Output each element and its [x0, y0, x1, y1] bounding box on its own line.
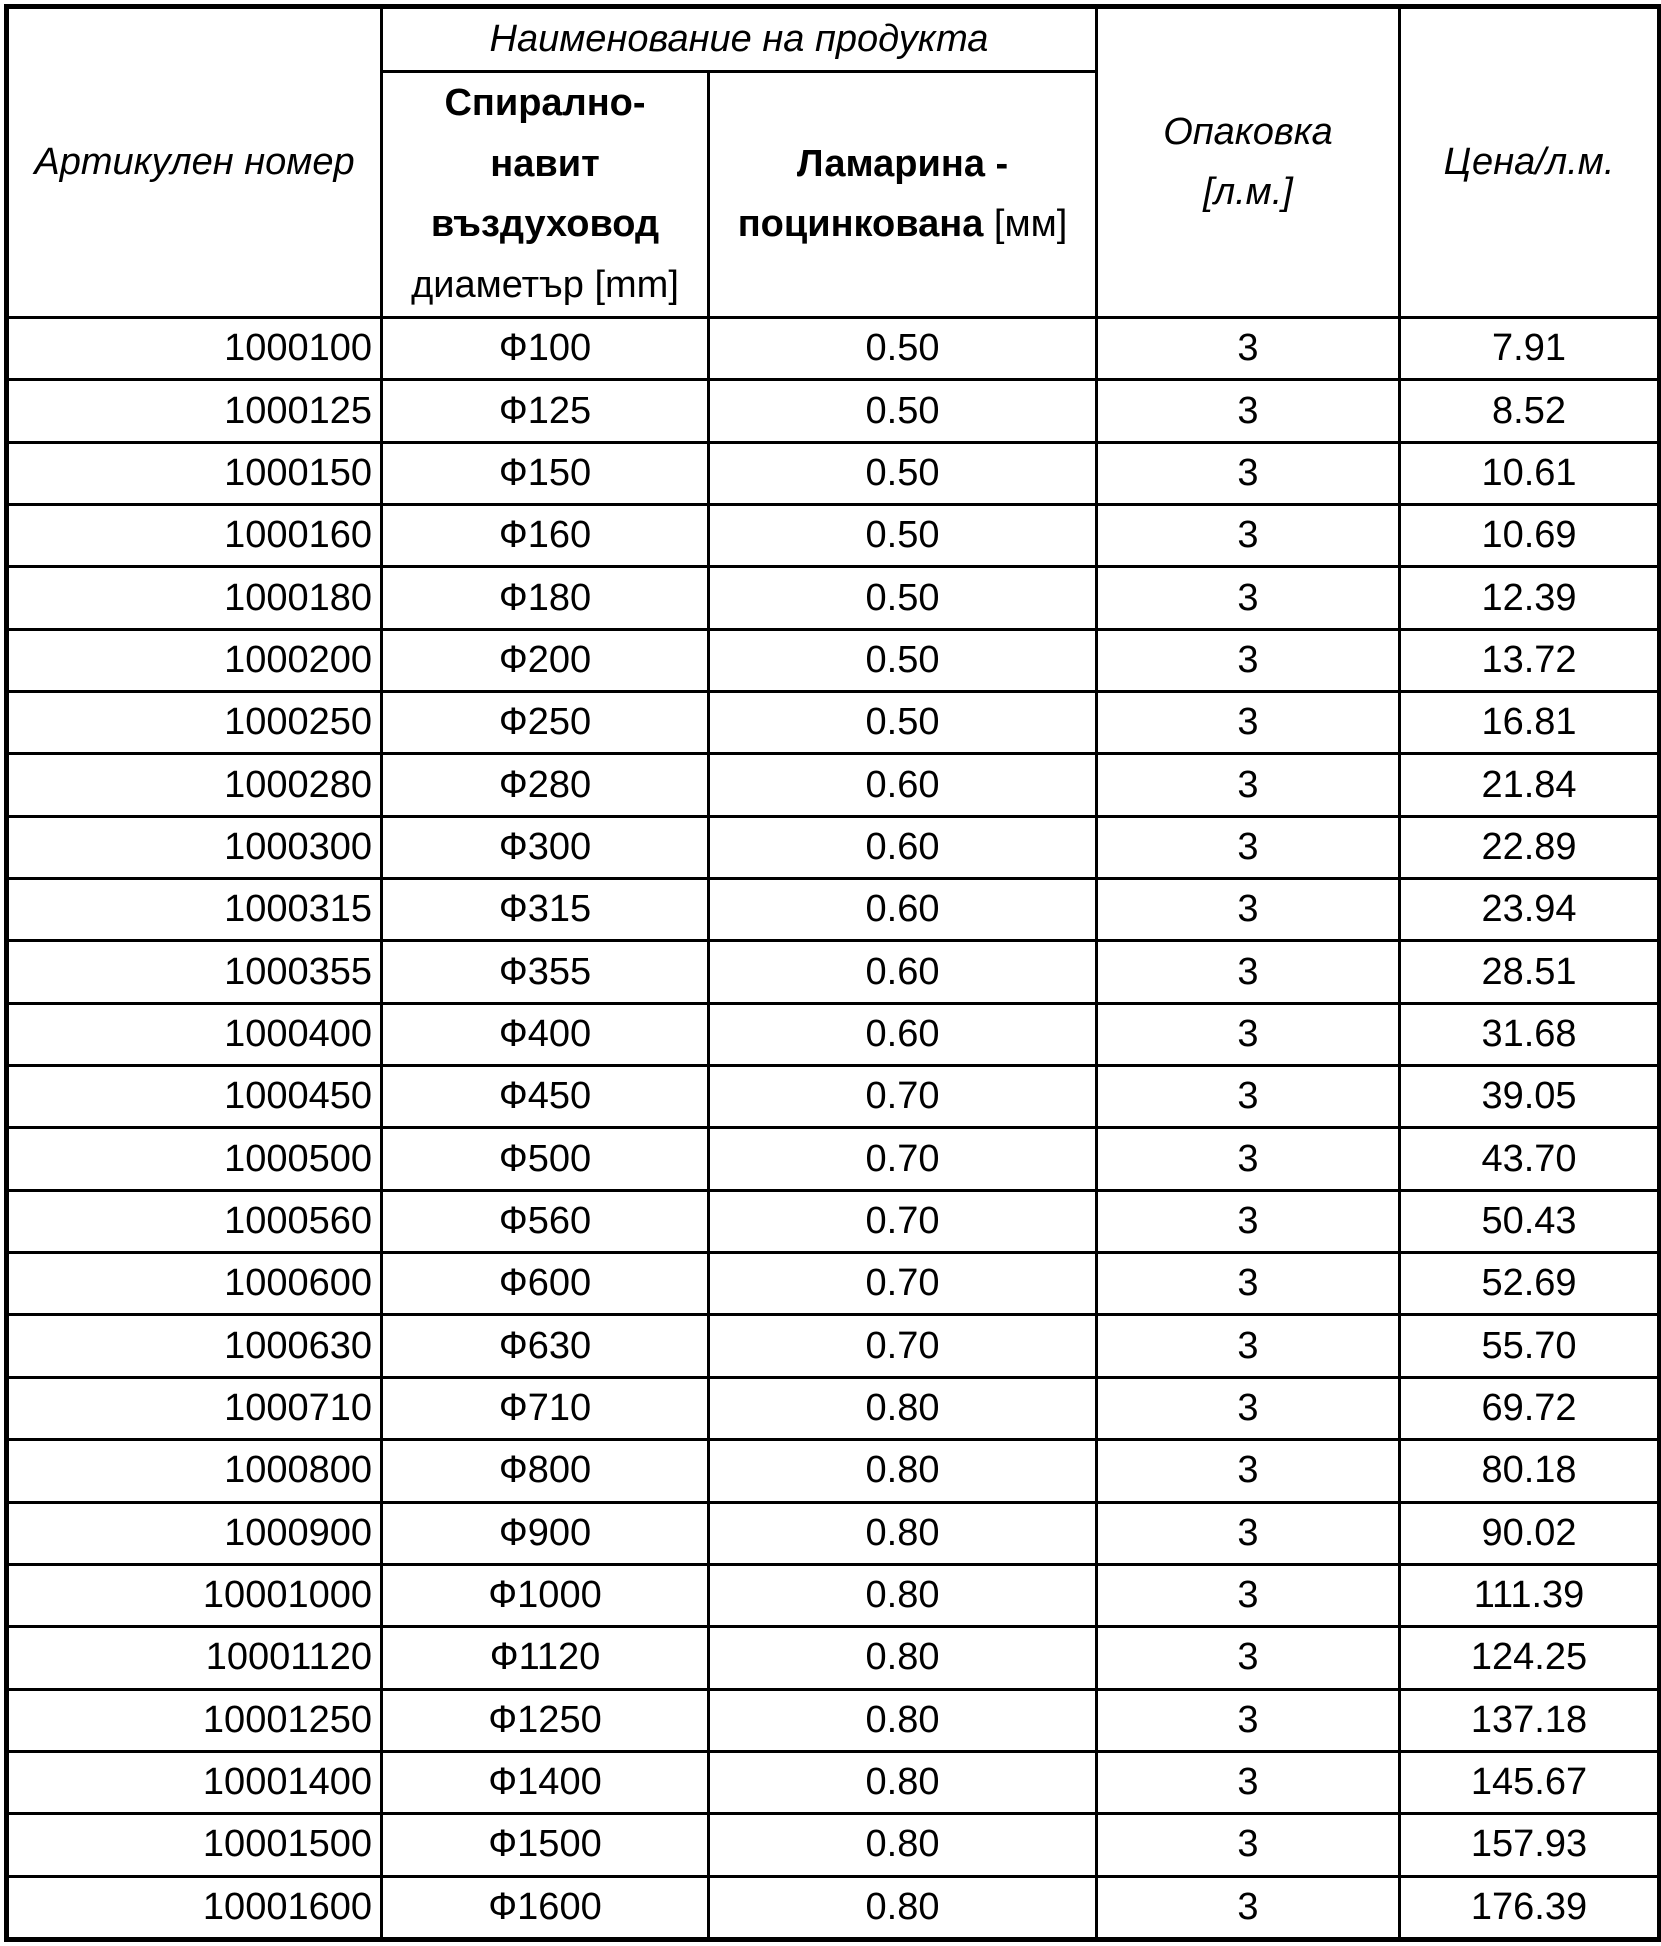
- cell-sheet-thickness: 0.60: [709, 754, 1097, 816]
- header-duct-line2: навит: [490, 142, 600, 185]
- table-row: [7, 754, 1660, 816]
- cell-diameter: Ф280: [382, 754, 709, 816]
- cell-price: 10.69: [1400, 505, 1660, 567]
- cell-article: 1000800: [7, 1440, 382, 1502]
- cell-diameter: Ф450: [382, 1066, 709, 1128]
- cell-sheet-thickness: 0.50: [709, 567, 1097, 629]
- cell-package: 3: [1097, 1502, 1400, 1564]
- cell-package: 3: [1097, 567, 1400, 629]
- table-row: [7, 1689, 1660, 1751]
- cell-article: 1000630: [7, 1315, 382, 1377]
- cell-diameter: Ф1400: [382, 1751, 709, 1813]
- cell-diameter: Ф180: [382, 567, 709, 629]
- table-row: [7, 505, 1660, 567]
- cell-package: 3: [1097, 1751, 1400, 1813]
- cell-article: 1000450: [7, 1066, 382, 1128]
- header-duct-line4: диаметър [mm]: [411, 264, 679, 307]
- header-price: [1400, 7, 1660, 318]
- cell-sheet-thickness: 0.70: [709, 1190, 1097, 1252]
- cell-article: 1000280: [7, 754, 382, 816]
- cell-sheet-thickness: 0.60: [709, 879, 1097, 941]
- cell-package: 3: [1097, 1627, 1400, 1689]
- table-row: [7, 1377, 1660, 1439]
- table-row: [7, 1502, 1660, 1564]
- table-row: [7, 1564, 1660, 1626]
- table-row: [7, 879, 1660, 941]
- cell-diameter: Ф315: [382, 879, 709, 941]
- cell-package: 3: [1097, 1689, 1400, 1751]
- cell-diameter: Ф250: [382, 692, 709, 754]
- cell-price: 23.94: [1400, 879, 1660, 941]
- cell-article: 1000100: [7, 317, 382, 379]
- cell-article: 10001250: [7, 1689, 382, 1751]
- cell-sheet-thickness: 0.50: [709, 317, 1097, 379]
- table-row: [7, 629, 1660, 691]
- cell-diameter: Ф600: [382, 1253, 709, 1315]
- cell-price: 31.68: [1400, 1003, 1660, 1065]
- cell-price: 50.43: [1400, 1190, 1660, 1252]
- header-package: [1097, 7, 1400, 318]
- cell-diameter: Ф560: [382, 1190, 709, 1252]
- cell-package: 3: [1097, 442, 1400, 504]
- header-price-label: Цена/л.м.: [1443, 141, 1615, 184]
- cell-diameter: Ф150: [382, 442, 709, 504]
- cell-price: 69.72: [1400, 1377, 1660, 1439]
- cell-diameter: Ф125: [382, 380, 709, 442]
- cell-package: 3: [1097, 941, 1400, 1003]
- cell-price: 111.39: [1400, 1564, 1660, 1626]
- cell-package: 3: [1097, 1876, 1400, 1939]
- table-row: [7, 380, 1660, 442]
- table-row: [7, 941, 1660, 1003]
- cell-price: 137.18: [1400, 1689, 1660, 1751]
- table-row: [7, 692, 1660, 754]
- cell-sheet-thickness: 0.80: [709, 1751, 1097, 1813]
- cell-sheet-thickness: 0.80: [709, 1814, 1097, 1876]
- table-body: [7, 317, 1660, 1939]
- cell-diameter: Ф1000: [382, 1564, 709, 1626]
- cell-sheet-thickness: 0.50: [709, 380, 1097, 442]
- header-package-line1: Опаковка: [1163, 110, 1333, 153]
- cell-article: 1000150: [7, 442, 382, 504]
- cell-article: 1000125: [7, 380, 382, 442]
- cell-article: 1000600: [7, 1253, 382, 1315]
- cell-article: 1000300: [7, 816, 382, 878]
- header-sheet-thickness: [709, 71, 1097, 317]
- table-row: [7, 1128, 1660, 1190]
- cell-article: 1000160: [7, 505, 382, 567]
- cell-package: 3: [1097, 754, 1400, 816]
- cell-price: 157.93: [1400, 1814, 1660, 1876]
- cell-article: 10001400: [7, 1751, 382, 1813]
- cell-diameter: Ф1500: [382, 1814, 709, 1876]
- cell-sheet-thickness: 0.80: [709, 1440, 1097, 1502]
- header-duct-diameter: [382, 71, 709, 317]
- cell-article: 1000710: [7, 1377, 382, 1439]
- cell-package: 3: [1097, 1128, 1400, 1190]
- table-row: [7, 1627, 1660, 1689]
- cell-diameter: Ф400: [382, 1003, 709, 1065]
- header-sheet-line1: Ламарина -: [796, 142, 1009, 185]
- cell-price: 7.91: [1400, 317, 1660, 379]
- table-row: [7, 816, 1660, 878]
- cell-article: 1000500: [7, 1128, 382, 1190]
- cell-price: 124.25: [1400, 1627, 1660, 1689]
- cell-sheet-thickness: 0.60: [709, 816, 1097, 878]
- cell-article: 1000400: [7, 1003, 382, 1065]
- table-row: [7, 1315, 1660, 1377]
- cell-diameter: Ф160: [382, 505, 709, 567]
- cell-sheet-thickness: 0.80: [709, 1876, 1097, 1939]
- cell-package: 3: [1097, 1315, 1400, 1377]
- cell-sheet-thickness: 0.60: [709, 1003, 1097, 1065]
- cell-package: 3: [1097, 879, 1400, 941]
- cell-sheet-thickness: 0.80: [709, 1564, 1097, 1626]
- cell-price: 176.39: [1400, 1876, 1660, 1939]
- header-sheet-unit: [мм]: [983, 203, 1068, 246]
- cell-package: 3: [1097, 380, 1400, 442]
- cell-package: 3: [1097, 1253, 1400, 1315]
- cell-sheet-thickness: 0.60: [709, 941, 1097, 1003]
- cell-diameter: Ф1120: [382, 1627, 709, 1689]
- cell-sheet-thickness: 0.80: [709, 1502, 1097, 1564]
- table-row: [7, 317, 1660, 379]
- cell-price: 39.05: [1400, 1066, 1660, 1128]
- cell-article: 10001600: [7, 1876, 382, 1939]
- header-product-group-label: Наименование на продукта: [489, 18, 989, 60]
- cell-article: 1000560: [7, 1190, 382, 1252]
- table-row: [7, 1003, 1660, 1065]
- cell-package: 3: [1097, 317, 1400, 379]
- cell-package: 3: [1097, 1190, 1400, 1252]
- header-duct-line1: Спирално-: [444, 81, 646, 124]
- cell-price: 21.84: [1400, 754, 1660, 816]
- cell-diameter: Ф200: [382, 629, 709, 691]
- cell-package: 3: [1097, 629, 1400, 691]
- cell-package: 3: [1097, 1814, 1400, 1876]
- cell-price: 16.81: [1400, 692, 1660, 754]
- cell-package: 3: [1097, 692, 1400, 754]
- cell-price: 80.18: [1400, 1440, 1660, 1502]
- cell-package: 3: [1097, 1564, 1400, 1626]
- cell-diameter: Ф800: [382, 1440, 709, 1502]
- table-row: [7, 1190, 1660, 1252]
- cell-price: 28.51: [1400, 941, 1660, 1003]
- cell-price: 90.02: [1400, 1502, 1660, 1564]
- table-row: [7, 1814, 1660, 1876]
- cell-article: 10001500: [7, 1814, 382, 1876]
- cell-sheet-thickness: 0.50: [709, 505, 1097, 567]
- cell-diameter: Ф710: [382, 1377, 709, 1439]
- cell-price: 52.69: [1400, 1253, 1660, 1315]
- cell-diameter: Ф355: [382, 941, 709, 1003]
- cell-price: 12.39: [1400, 567, 1660, 629]
- table-row: [7, 442, 1660, 504]
- cell-price: 145.67: [1400, 1751, 1660, 1813]
- cell-article: 1000355: [7, 941, 382, 1003]
- cell-package: 3: [1097, 1066, 1400, 1128]
- table-row: [7, 1066, 1660, 1128]
- cell-sheet-thickness: 0.70: [709, 1253, 1097, 1315]
- table-row: [7, 1440, 1660, 1502]
- header-row-group: [7, 7, 1660, 72]
- cell-package: 3: [1097, 816, 1400, 878]
- price-table: [4, 4, 1661, 1942]
- cell-sheet-thickness: 0.50: [709, 692, 1097, 754]
- header-duct-line3: въздуховод: [430, 203, 660, 246]
- table-row: [7, 567, 1660, 629]
- cell-diameter: Ф1250: [382, 1689, 709, 1751]
- cell-sheet-thickness: 0.80: [709, 1689, 1097, 1751]
- cell-package: 3: [1097, 1003, 1400, 1065]
- cell-sheet-thickness: 0.80: [709, 1627, 1097, 1689]
- cell-package: 3: [1097, 1377, 1400, 1439]
- header-sheet-line2-bold: поцинкована: [737, 203, 984, 246]
- cell-sheet-thickness: 0.50: [709, 629, 1097, 691]
- cell-diameter: Ф1600: [382, 1876, 709, 1939]
- cell-article: 1000180: [7, 567, 382, 629]
- header-package-line2: [л.м.]: [1203, 171, 1293, 214]
- table-row: [7, 1876, 1660, 1939]
- cell-sheet-thickness: 0.50: [709, 442, 1097, 504]
- cell-package: 3: [1097, 1440, 1400, 1502]
- cell-article: 10001000: [7, 1564, 382, 1626]
- cell-sheet-thickness: 0.70: [709, 1066, 1097, 1128]
- cell-diameter: Ф630: [382, 1315, 709, 1377]
- cell-price: 8.52: [1400, 380, 1660, 442]
- header-article-label: Артикулен номер: [34, 141, 355, 184]
- cell-sheet-thickness: 0.70: [709, 1128, 1097, 1190]
- cell-package: 3: [1097, 505, 1400, 567]
- cell-article: 10001120: [7, 1627, 382, 1689]
- cell-diameter: Ф300: [382, 816, 709, 878]
- cell-price: 13.72: [1400, 629, 1660, 691]
- cell-price: 43.70: [1400, 1128, 1660, 1190]
- header-product-group: [382, 7, 1097, 72]
- cell-diameter: Ф900: [382, 1502, 709, 1564]
- cell-sheet-thickness: 0.70: [709, 1315, 1097, 1377]
- cell-sheet-thickness: 0.80: [709, 1377, 1097, 1439]
- cell-price: 22.89: [1400, 816, 1660, 878]
- table-header: [7, 7, 1660, 318]
- cell-diameter: Ф100: [382, 317, 709, 379]
- cell-article: 1000200: [7, 629, 382, 691]
- cell-price: 10.61: [1400, 442, 1660, 504]
- table-row: [7, 1751, 1660, 1813]
- cell-article: 1000250: [7, 692, 382, 754]
- table-row: [7, 1253, 1660, 1315]
- header-article: [7, 7, 382, 318]
- cell-article: 1000900: [7, 1502, 382, 1564]
- cell-article: 1000315: [7, 879, 382, 941]
- cell-diameter: Ф500: [382, 1128, 709, 1190]
- cell-price: 55.70: [1400, 1315, 1660, 1377]
